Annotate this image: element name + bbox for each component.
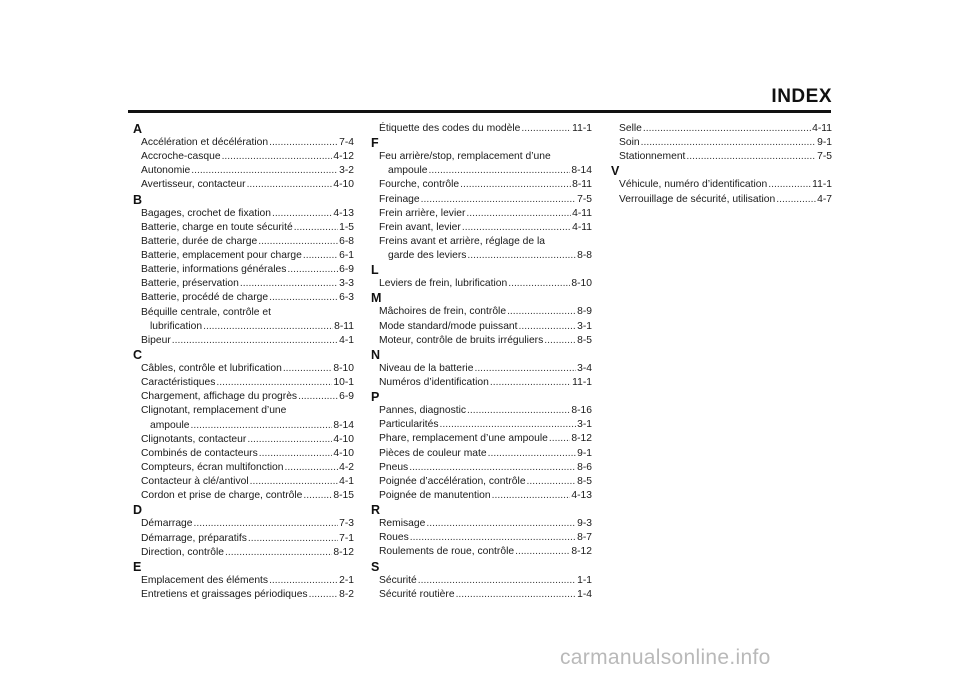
dot-leader xyxy=(474,362,576,376)
index-entry-label: ampoule xyxy=(150,419,190,431)
index-entry-label: garde des leviers xyxy=(388,250,467,262)
index-entry-label: ampoule xyxy=(388,165,428,177)
index-entry-first-line: Béquille centrale, contrôle et xyxy=(141,306,271,318)
index-entry-label: Avertisseur, contacteur xyxy=(141,179,246,191)
index-entry-page: 4-13 xyxy=(571,489,592,501)
index-entry xyxy=(368,404,592,418)
index-entry-label: Frein avant, levier xyxy=(379,221,461,233)
index-entry xyxy=(368,447,592,461)
dot-leader xyxy=(298,390,338,404)
index-entry-page: 6-8 xyxy=(339,235,354,247)
index-entry xyxy=(368,178,592,192)
index-entry-page: 9-1 xyxy=(817,137,832,149)
index-entry-page: 8-10 xyxy=(571,278,592,290)
dot-leader xyxy=(409,461,576,475)
index-entry-page: 11-1 xyxy=(572,123,592,134)
index-entry-page: 8-9 xyxy=(577,306,592,318)
index-entry xyxy=(130,263,354,277)
section-letter: S xyxy=(371,559,380,574)
index-entry-label: Fourche, contrôle xyxy=(379,179,460,191)
section-letter: E xyxy=(133,559,142,574)
section-letter: L xyxy=(371,263,379,278)
dot-leader xyxy=(283,362,333,376)
index-entry-label: Pneus xyxy=(379,461,409,473)
index-entry xyxy=(130,546,354,560)
index-entry xyxy=(368,545,592,559)
index-entry-label: Étiquette des codes du modèle xyxy=(379,123,521,134)
index-entry xyxy=(368,249,592,263)
index-entry-page: 11-1 xyxy=(812,179,832,191)
dot-leader xyxy=(466,207,571,221)
index-entry-label: Autonomie xyxy=(141,165,191,177)
index-entry xyxy=(368,122,592,136)
index-entry xyxy=(368,193,592,207)
dot-leader xyxy=(191,419,333,433)
index-entry xyxy=(368,362,592,376)
index-entry-page: 8-12 xyxy=(571,433,592,445)
index-entry-label: Entretiens et graissages périodiques xyxy=(141,588,308,600)
index-entry xyxy=(130,164,354,178)
index-entry xyxy=(130,433,354,447)
index-entry-label: Mâchoires de frein, contrôle xyxy=(379,306,507,318)
index-entry xyxy=(130,334,354,348)
index-entry-page: 8-5 xyxy=(577,475,592,487)
index-column-3 xyxy=(608,122,832,207)
index-entry-label: Stationnement xyxy=(619,151,686,163)
dot-leader xyxy=(768,178,811,192)
index-entry-first-line: Clignotant, remplacement d’une xyxy=(141,405,287,417)
index-entry xyxy=(130,489,354,503)
index-entry-label: Direction, contrôle xyxy=(141,546,224,558)
index-entry-page: 8-2 xyxy=(339,588,354,600)
dot-leader xyxy=(272,207,332,221)
dot-leader xyxy=(527,475,577,489)
index-entry xyxy=(130,362,354,376)
index-entry-first-line: Feu arrière/stop, remplacement d’une xyxy=(379,151,551,163)
index-entry-page: 7-1 xyxy=(339,532,354,544)
dot-leader xyxy=(418,574,576,588)
index-entry xyxy=(368,475,592,489)
index-entry xyxy=(368,574,592,588)
index-entry-label: Phare, remplacement d’une ampoule xyxy=(379,433,548,445)
index-entry-first-line: Freins avant et arrière, réglage de la xyxy=(379,235,545,247)
index-entry xyxy=(368,334,592,348)
index-entry-label: Sécurité xyxy=(379,574,417,586)
dot-leader xyxy=(467,404,570,418)
index-entry-page: 7-4 xyxy=(339,137,354,148)
index-entry-label: Poignée de manutention xyxy=(379,489,491,501)
dot-leader xyxy=(269,574,338,588)
index-entry-label: Verrouillage de sécurité, utilisation xyxy=(619,193,776,205)
index-entry-label: Batterie, charge en toute sécurité xyxy=(141,221,293,233)
dot-leader xyxy=(303,249,338,263)
index-entry-label: lubrification xyxy=(150,320,203,332)
index-entry-label: Roues xyxy=(379,532,409,544)
index-entry-page: 8-11 xyxy=(334,320,354,332)
dot-leader xyxy=(515,545,570,559)
index-entry-page: 4-10 xyxy=(333,433,354,445)
dot-leader xyxy=(467,249,576,263)
index-entry-label: Sécurité routière xyxy=(379,588,455,600)
index-entry-page: 3-2 xyxy=(339,165,354,177)
index-column-2 xyxy=(368,122,592,602)
section-letter: P xyxy=(371,390,380,405)
index-entry-page: 10-1 xyxy=(333,377,354,389)
index-entry-label: Accroche-casque xyxy=(141,151,221,163)
index-entry xyxy=(608,193,832,207)
dot-leader xyxy=(549,432,571,446)
dot-leader xyxy=(303,489,332,503)
section-letter: D xyxy=(133,503,143,518)
dot-leader xyxy=(643,122,811,136)
index-entry-label: Batterie, procédé de charge xyxy=(141,292,269,304)
index-entry xyxy=(368,376,592,390)
index-entry xyxy=(608,150,832,164)
dot-leader xyxy=(225,546,332,560)
index-entry-label: Accélération et décélération xyxy=(141,137,269,148)
index-entry-page: 4-2 xyxy=(339,461,354,473)
index-entry-label: Démarrage, préparatifs xyxy=(141,532,247,544)
section-letter: B xyxy=(133,192,143,207)
index-entry xyxy=(130,447,354,461)
index-entry xyxy=(130,136,354,150)
dot-leader xyxy=(508,277,570,291)
dot-leader xyxy=(492,489,571,503)
index-entry-page: 8-12 xyxy=(571,546,592,558)
index-entry-label: Bagages, crochet de fixation xyxy=(141,207,271,219)
index-entry-label: Emplacement des éléments xyxy=(141,574,269,586)
dot-leader xyxy=(429,164,571,178)
index-entry-page: 1-1 xyxy=(577,574,592,586)
dot-leader xyxy=(250,475,339,489)
index-entry xyxy=(368,531,592,545)
dot-leader xyxy=(172,334,338,348)
section-letter: C xyxy=(133,347,143,362)
index-entry-page: 8-14 xyxy=(333,419,354,431)
dot-leader xyxy=(240,277,338,291)
dot-leader xyxy=(287,263,338,277)
index-entry xyxy=(130,277,354,291)
dot-leader xyxy=(544,334,576,348)
index-entry-page: 4-10 xyxy=(333,179,354,191)
dot-leader xyxy=(247,178,333,192)
dot-leader xyxy=(247,433,332,447)
index-entry-label: Caractéristiques xyxy=(141,377,216,389)
index-entry-page: 8-16 xyxy=(571,405,592,417)
dot-leader xyxy=(269,291,338,305)
index-entry-page: 8-10 xyxy=(333,362,354,374)
index-entry-page: 2-1 xyxy=(339,574,354,586)
index-entry xyxy=(368,432,592,446)
index-entry xyxy=(368,517,592,531)
index-entry-label: Pannes, diagnostic xyxy=(379,405,467,417)
index-column-1 xyxy=(130,122,354,602)
index-entry-page: 8-15 xyxy=(333,490,354,502)
section-letter: V xyxy=(611,164,620,179)
index-entry-label: Véhicule, numéro d’identification xyxy=(619,179,768,191)
index-entry-page: 4-7 xyxy=(817,193,832,205)
index-entry-label: Batterie, informations générales xyxy=(141,264,287,276)
dot-leader xyxy=(191,164,338,178)
index-entry xyxy=(130,235,354,249)
index-entry xyxy=(368,305,592,319)
dot-leader xyxy=(194,517,339,531)
index-entry-page: 9-1 xyxy=(577,447,592,459)
index-entry-label: Frein arrière, levier xyxy=(379,207,466,219)
index-entry xyxy=(130,207,354,221)
index-entry xyxy=(130,475,354,489)
index-entry xyxy=(368,489,592,503)
index-entry-page: 8-6 xyxy=(577,461,592,473)
index-entry-label: Batterie, préservation xyxy=(141,278,239,290)
dot-leader xyxy=(462,221,571,235)
index-entry xyxy=(368,320,592,334)
index-entry xyxy=(130,249,354,263)
index-entry-label: Chargement, affichage du progrès xyxy=(141,391,298,403)
index-entry xyxy=(130,150,354,164)
index-entry-page: 4-11 xyxy=(572,207,592,219)
index-entry xyxy=(368,461,592,475)
index-entry-page: 8-7 xyxy=(577,532,592,544)
index-entry xyxy=(130,178,354,192)
header-rule xyxy=(128,110,831,113)
dot-leader xyxy=(460,178,571,192)
index-entry xyxy=(130,221,354,235)
index-entry-page: 8-11 xyxy=(572,179,592,191)
index-entry-page: 3-1 xyxy=(577,419,592,431)
index-entry-page: 8-5 xyxy=(577,334,592,346)
index-entry-page: 8-8 xyxy=(577,250,592,262)
index-entry-page: 7-5 xyxy=(817,151,832,163)
index-entry-label: Démarrage xyxy=(141,518,193,530)
section-letter: A xyxy=(133,122,143,136)
dot-leader xyxy=(686,150,816,164)
index-entry xyxy=(608,122,832,136)
index-entry xyxy=(130,419,354,433)
dot-leader xyxy=(258,235,338,249)
index-entry-label: Câbles, contrôle et lubrification xyxy=(141,362,282,374)
dot-leader xyxy=(259,447,333,461)
section-letter: R xyxy=(371,503,381,518)
index-entry-label: Numéros d’identification xyxy=(379,376,489,388)
index-entry-page: 3-3 xyxy=(339,278,354,290)
index-entry-page: 11-1 xyxy=(572,376,592,388)
index-entry-label: Leviers de frein, lubrification xyxy=(379,278,508,290)
index-entry xyxy=(130,517,354,531)
index-entry xyxy=(130,574,354,588)
index-entry-label: Soin xyxy=(619,137,640,149)
index-entry-page: 6-9 xyxy=(339,391,354,403)
index-entry-label: Compteurs, écran multifonction xyxy=(141,461,284,473)
dot-leader xyxy=(248,532,338,546)
index-entry-label: Combinés de contacteurs xyxy=(141,447,258,459)
index-entry-page: 8-12 xyxy=(333,546,354,558)
index-entry-page: 9-3 xyxy=(577,518,592,530)
index-entry-page: 3-1 xyxy=(577,320,592,332)
index-entry xyxy=(368,164,592,178)
dot-leader xyxy=(222,150,333,164)
dot-leader xyxy=(488,447,577,461)
index-entry-label: Bipeur xyxy=(141,334,171,346)
index-entry-page: 1-4 xyxy=(577,588,592,600)
index-entry-page: 4-12 xyxy=(333,151,354,163)
dot-leader xyxy=(426,517,576,531)
index-entry-label: Selle xyxy=(619,123,642,134)
index-entry-label: Particularités xyxy=(379,419,439,431)
index-entry-page: 7-3 xyxy=(339,518,354,530)
index-entry-page: 4-1 xyxy=(339,476,354,488)
index-entry-label: Clignotants, contacteur xyxy=(141,433,247,445)
dot-leader xyxy=(216,376,332,390)
index-entry-label: Remisage xyxy=(379,518,426,530)
index-entry-label: Roulements de roue, contrôle xyxy=(379,546,515,558)
index-entry xyxy=(130,461,354,475)
dot-leader xyxy=(490,376,571,390)
index-entry xyxy=(608,136,832,150)
index-entry-page: 1-5 xyxy=(339,221,354,233)
index-entry-label: Freinage xyxy=(379,193,420,205)
index-entry-page: 6-1 xyxy=(339,249,354,261)
dot-leader xyxy=(294,221,338,235)
dot-leader xyxy=(421,193,576,207)
index-entry-label: Niveau de la batterie xyxy=(379,362,474,374)
index-entry xyxy=(608,178,832,192)
section-letter: M xyxy=(371,291,382,306)
dot-leader xyxy=(309,588,339,602)
index-entry xyxy=(368,277,592,291)
index-entry-page: 6-9 xyxy=(339,264,354,276)
index-entry xyxy=(130,320,354,334)
index-entry-page: 7-5 xyxy=(577,193,592,205)
index-entry-page: 4-11 xyxy=(812,123,832,134)
index-entry xyxy=(368,588,592,602)
index-entry-page: 6-3 xyxy=(339,292,354,304)
dot-leader xyxy=(776,193,816,207)
index-entry xyxy=(130,390,354,404)
index-entry-label: Moteur, contrôle de bruits irréguliers xyxy=(379,334,544,346)
section-letter: F xyxy=(371,136,379,151)
index-entry-label: Batterie, emplacement pour charge xyxy=(141,249,302,261)
index-entry xyxy=(130,532,354,546)
dot-leader xyxy=(507,305,576,319)
index-entry-label: Poignée d’accélération, contrôle xyxy=(379,475,526,487)
dot-leader xyxy=(641,136,817,150)
index-entry-page: 4-10 xyxy=(333,447,354,459)
index-entry xyxy=(130,376,354,390)
dot-leader xyxy=(410,531,576,545)
index-entry-label: Cordon et prise de charge, contrôle xyxy=(141,490,303,502)
index-entry-label: Mode standard/mode puissant xyxy=(379,320,518,332)
dot-leader xyxy=(521,122,571,136)
dot-leader xyxy=(269,136,338,150)
index-entry-page: 4-13 xyxy=(333,207,354,219)
index-entry-label: Batterie, durée de charge xyxy=(141,235,258,247)
index-entry xyxy=(368,221,592,235)
dot-leader xyxy=(456,588,577,602)
index-entry xyxy=(368,207,592,221)
index-entry-label: Contacteur à clé/antivol xyxy=(141,476,249,488)
index-entry-page: 4-11 xyxy=(572,221,592,233)
watermark: carmanualsonline.info xyxy=(560,646,771,669)
dot-leader xyxy=(203,320,333,334)
section-letter: N xyxy=(371,347,381,362)
page-title: INDEX xyxy=(771,86,832,107)
index-entry-page: 4-1 xyxy=(339,334,354,346)
dot-leader xyxy=(519,320,577,334)
index-entry-label: Pièces de couleur mate xyxy=(379,447,487,459)
index-entry-page: 8-14 xyxy=(571,165,592,177)
index-entry xyxy=(368,418,592,432)
index-entry xyxy=(130,588,354,602)
index-entry-page: 3-4 xyxy=(577,362,592,374)
index-entry xyxy=(130,291,354,305)
dot-leader xyxy=(440,418,577,432)
dot-leader xyxy=(285,461,339,475)
